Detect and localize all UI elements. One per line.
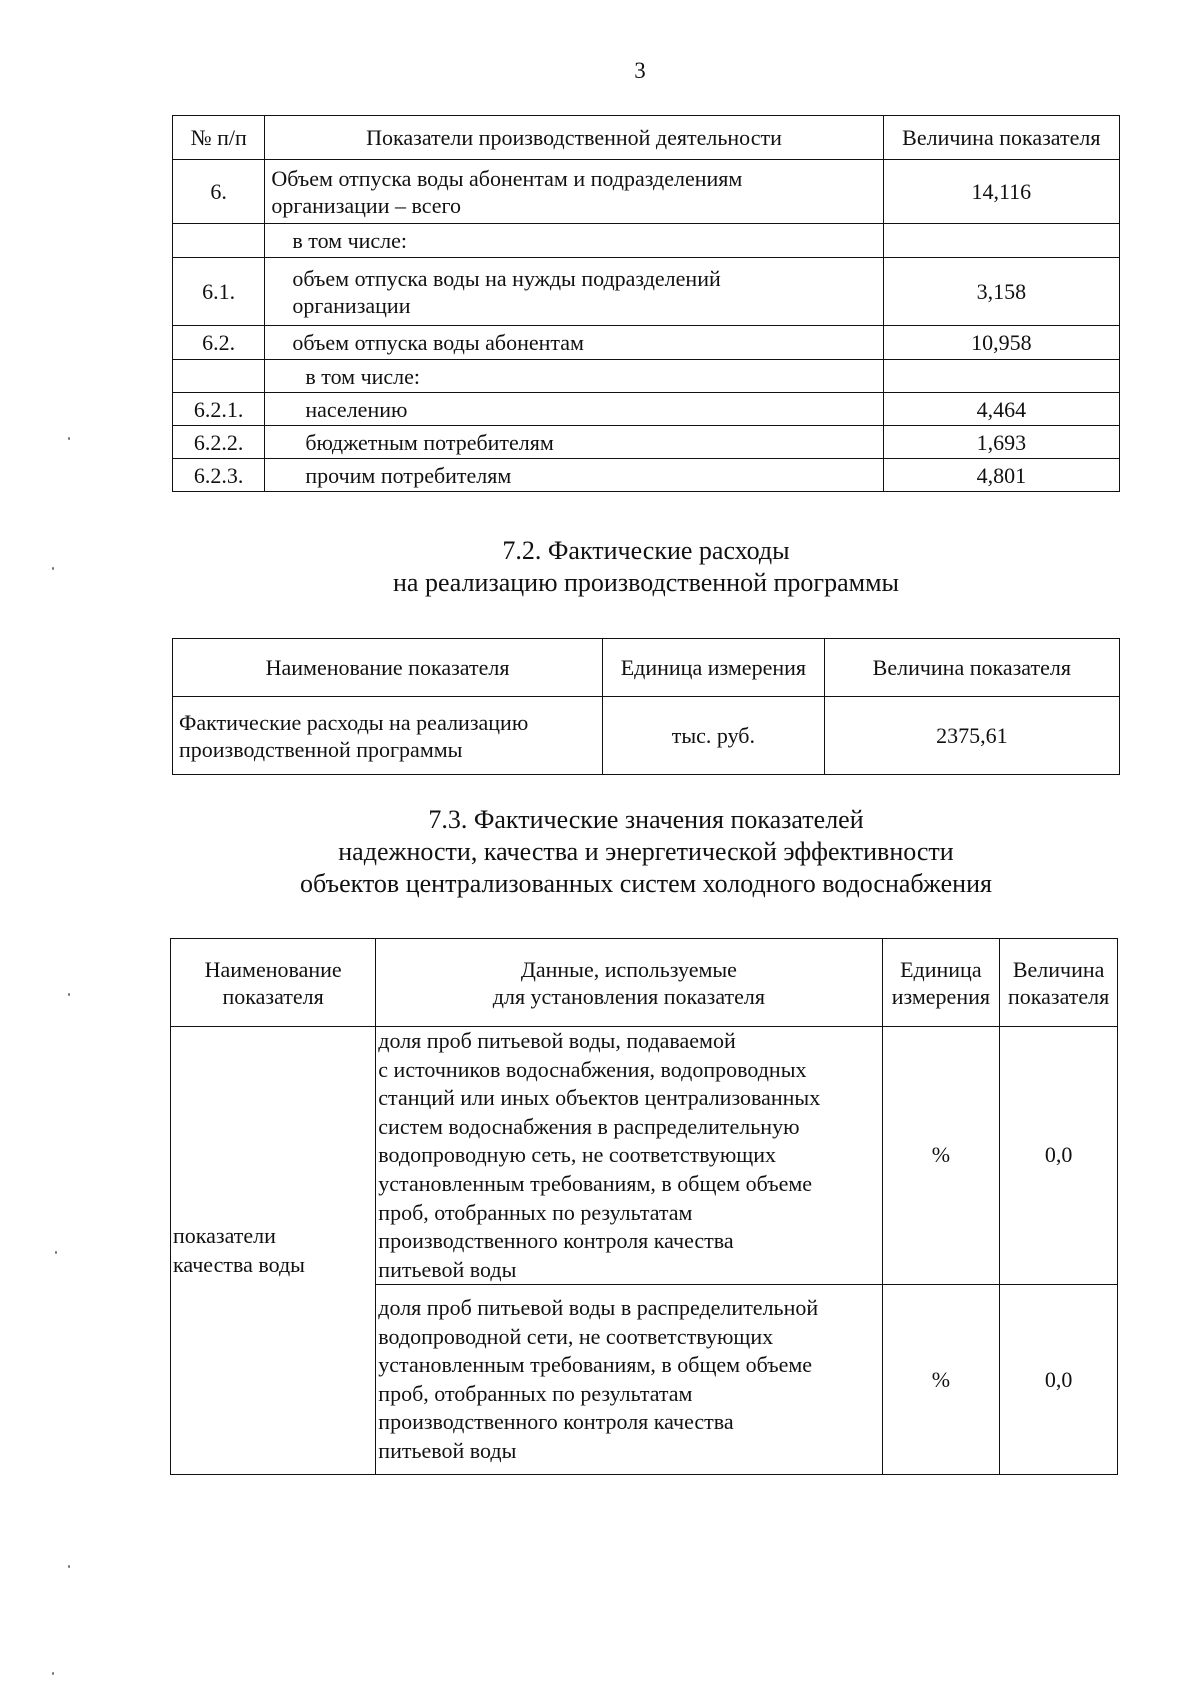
cell-line: Объем отпуска воды абонентам и подразделениям <box>271 165 743 191</box>
indicator-value-cell: 0,0 <box>1000 1285 1118 1475</box>
header-line: Величина <box>1012 956 1105 982</box>
table-row <box>173 360 1120 393</box>
section-title-line: 7.3. Фактические значения показателей <box>428 805 864 834</box>
indicator-value-cell: 4,801 <box>883 459 1119 492</box>
header-unit: Единица измерения <box>603 639 825 697</box>
cell-line: качества воды <box>173 1251 305 1277</box>
table-header-row <box>173 116 1120 160</box>
cell-line: с источников водоснабжения, водопроводных <box>378 1056 807 1082</box>
table-header-row <box>173 639 1120 697</box>
indicator-group-cell <box>171 1027 376 1475</box>
indicator-data-cell <box>376 1027 882 1285</box>
cell-line: установленным требованиям, в общем объеме <box>378 1170 813 1196</box>
indicator-value-cell: 3,158 <box>883 258 1119 326</box>
indicator-value-cell: 10,958 <box>883 326 1119 360</box>
expense-unit-cell: тыс. руб. <box>603 697 825 775</box>
cell-line: Фактические расходы на реализацию <box>179 709 529 735</box>
indicator-label-cell <box>265 393 883 426</box>
header-name <box>171 939 376 1027</box>
header-line: показателя <box>222 983 324 1009</box>
header-line: для установления показателя <box>492 983 766 1009</box>
cell-line: производственного контроля качества <box>378 1409 734 1435</box>
cell-line: организации <box>292 292 411 318</box>
header-number: № п/п <box>173 116 265 160</box>
section-title-line: 7.2. Фактические расходы <box>502 536 790 565</box>
table-row <box>173 426 1120 459</box>
scan-speck <box>68 437 70 440</box>
cell-line: доля проб питьевой воды в распределительной <box>378 1295 819 1321</box>
header-line: Наименование <box>204 956 342 982</box>
indicator-label-cell <box>265 426 883 459</box>
cell-line: показатели <box>173 1223 276 1249</box>
indicator-value-cell <box>883 360 1119 393</box>
indicator-value-cell: 4,464 <box>883 393 1119 426</box>
row-number-cell: 6.2.1. <box>173 393 265 426</box>
scan-speck <box>68 993 70 996</box>
header-data <box>376 939 882 1027</box>
section-title-line: объектов централизованных систем холодного водоснабжения <box>300 869 992 898</box>
cell-line: питьевой воды <box>378 1438 517 1464</box>
cell-line: населению <box>305 396 408 422</box>
cell-line: объем отпуска воды абонентам <box>292 330 584 355</box>
table-row <box>173 459 1120 492</box>
cell-line: объем отпуска воды на нужды подразделений <box>292 265 721 291</box>
cell-line: систем водоснабжения в распределительную <box>378 1113 800 1139</box>
indicator-unit-cell: % <box>882 1027 1000 1285</box>
cell-line: бюджетным потребителям <box>305 429 554 455</box>
actual-expenses-table <box>172 638 1120 775</box>
header-value: Величина показателя <box>883 116 1119 160</box>
header-line: Данные, используемые <box>520 956 737 982</box>
indicator-value-cell <box>883 224 1119 258</box>
indicator-label-cell <box>265 258 883 326</box>
header-unit <box>882 939 1000 1027</box>
header-line: измерения <box>891 983 990 1009</box>
section-title-line: надежности, качества и энергетической эффективности <box>338 837 954 866</box>
page-number: 3 <box>634 58 646 83</box>
production-indicators-table <box>172 115 1120 492</box>
expense-name-cell <box>173 697 603 775</box>
table-row <box>173 258 1120 326</box>
indicator-value-cell: 14,116 <box>883 160 1119 224</box>
cell-line: прочим потребителям <box>305 462 512 488</box>
row-number-cell <box>173 360 265 393</box>
row-number-cell: 6.1. <box>173 258 265 326</box>
table-row <box>173 326 1120 360</box>
cell-line: проб, отобранных по результатам <box>378 1199 693 1225</box>
scan-speck <box>52 1672 54 1675</box>
cell-line: производственного контроля качества <box>378 1228 734 1254</box>
header-line: показателя <box>1007 983 1110 1009</box>
cell-line: организации – всего <box>271 192 462 218</box>
scan-speck <box>55 1251 57 1254</box>
row-number-cell: 6.2.3. <box>173 459 265 492</box>
table-row <box>173 697 1120 775</box>
reliability-quality-table <box>170 938 1118 1475</box>
cell-line: доля проб питьевой воды, подаваемой <box>378 1028 736 1053</box>
cell-line: питьевой воды <box>378 1256 517 1282</box>
header-name: Наименование показателя <box>173 639 603 697</box>
expense-value-cell: 2375,61 <box>824 697 1119 775</box>
indicator-label-cell <box>265 224 883 258</box>
cell-line: в том числе: <box>292 228 408 253</box>
scan-speck <box>52 567 54 570</box>
header-value: Величина показателя <box>824 639 1119 697</box>
header-value <box>1000 939 1118 1027</box>
indicator-data-cell <box>376 1285 882 1475</box>
indicator-label-cell <box>265 459 883 492</box>
row-number-cell <box>173 224 265 258</box>
table-row <box>173 160 1120 224</box>
indicator-value-cell: 0,0 <box>1000 1027 1118 1285</box>
indicator-label-cell <box>265 326 883 360</box>
indicator-unit-cell: % <box>882 1285 1000 1475</box>
section-title-line: на реализацию производственной программы <box>392 568 899 597</box>
cell-line: установленным требованиям, в общем объеме <box>378 1352 813 1378</box>
indicator-label-cell <box>265 360 883 393</box>
header-line: Единица <box>900 956 982 982</box>
section-7-3-title <box>172 804 1120 900</box>
table-header-row <box>171 939 1118 1027</box>
cell-line: производственной программы <box>179 736 463 762</box>
cell-line: станций или иных объектов централизованных <box>378 1085 821 1111</box>
cell-line: водопроводной сети, не соответствующих <box>378 1323 774 1349</box>
row-number-cell: 6. <box>173 160 265 224</box>
cell-line: в том числе: <box>305 363 421 389</box>
table-row <box>173 393 1120 426</box>
table-row <box>171 1027 1118 1285</box>
cell-line: проб, отобранных по результатам <box>378 1380 693 1406</box>
cell-line: водопроводную сеть, не соответствующих <box>378 1142 777 1168</box>
row-number-cell: 6.2.2. <box>173 426 265 459</box>
section-7-2-title <box>172 535 1120 599</box>
scan-speck <box>68 1565 70 1568</box>
header-indicators: Показатели производственной деятельности <box>265 116 883 160</box>
row-number-cell: 6.2. <box>173 326 265 360</box>
indicator-label-cell <box>265 160 883 224</box>
table-row <box>173 224 1120 258</box>
indicator-value-cell: 1,693 <box>883 426 1119 459</box>
